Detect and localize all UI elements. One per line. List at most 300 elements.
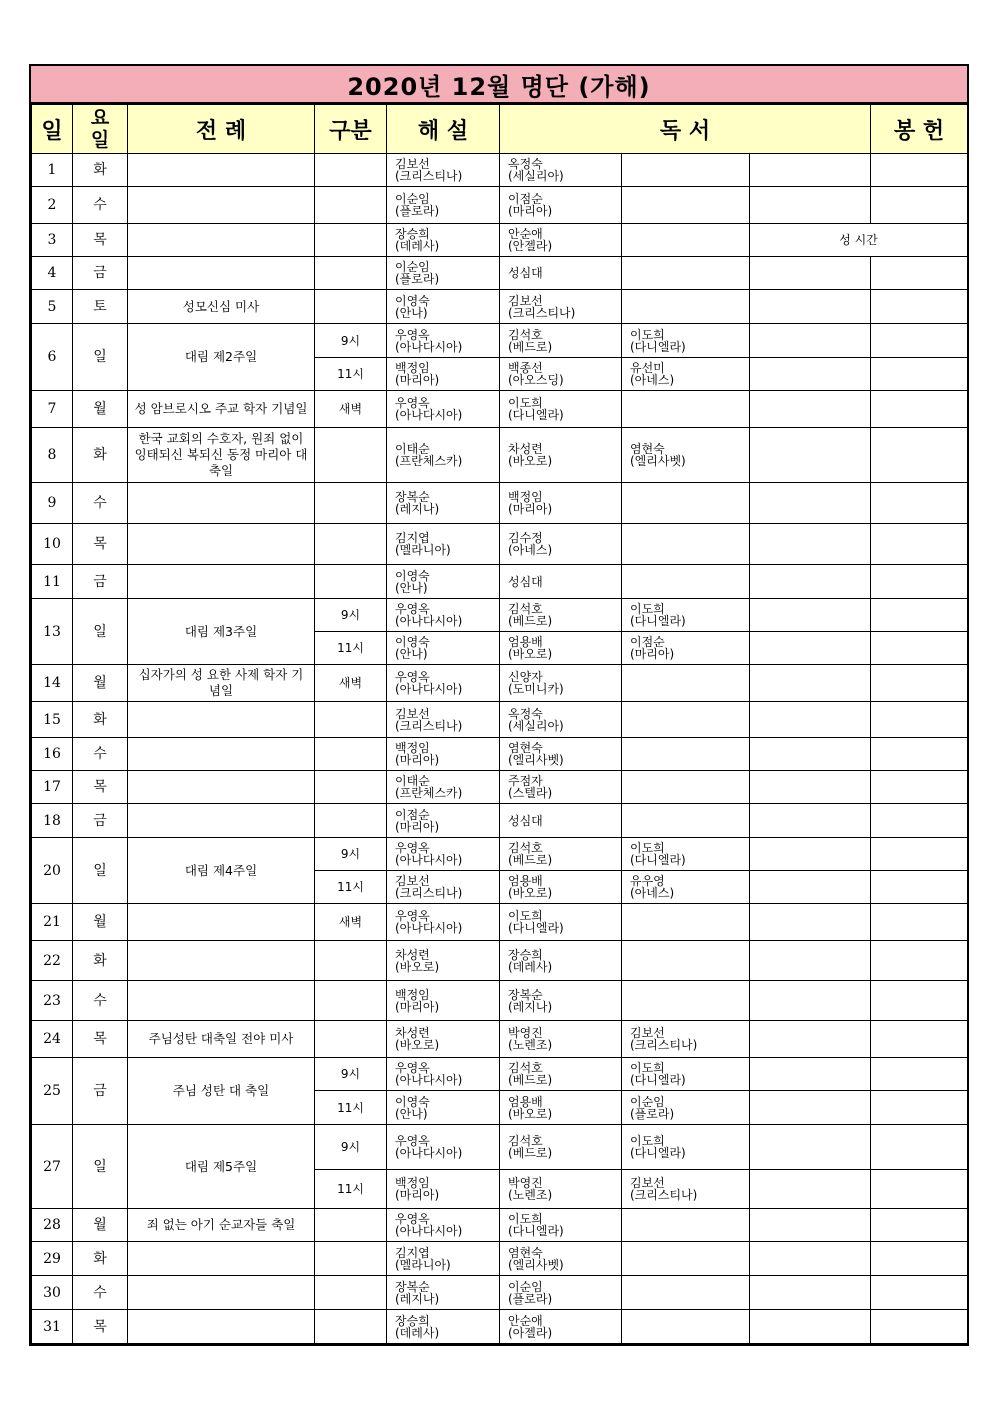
reader-2: [622, 391, 750, 428]
reader-1: 김석호 (베드로): [500, 1125, 622, 1170]
reader-1: 염현숙 (엘리사벳): [500, 738, 622, 771]
reader-2: [622, 738, 750, 771]
day-number: 20: [32, 838, 73, 904]
reader-2: [622, 524, 750, 565]
offering: [871, 358, 968, 391]
commentator: 이태순 (프란체스카): [387, 428, 500, 483]
header-offering: 봉 헌: [871, 105, 968, 154]
day-number: 11: [32, 565, 73, 599]
mass-time: 9시: [315, 599, 387, 632]
liturgy-name: [128, 224, 315, 257]
day-number: 6: [32, 324, 73, 391]
reader-3: [750, 1310, 871, 1344]
reader-1: 이점순 (마리아): [500, 187, 622, 224]
commentator: 우영옥 (아나다시아): [387, 1209, 500, 1242]
liturgy-name: [128, 524, 315, 565]
table-row: [32, 665, 968, 702]
offering: [871, 1242, 968, 1276]
table-row: [32, 428, 968, 483]
reader-2: [622, 1242, 750, 1276]
day-number: 28: [32, 1209, 73, 1242]
mass-time: [315, 483, 387, 524]
offering: [871, 1021, 968, 1058]
mass-time: [315, 981, 387, 1021]
reader-1: 이도희 (다니엘라): [500, 904, 622, 941]
liturgy-name: 성 암브로시오 주교 학자 기념일: [128, 391, 315, 428]
offering: [871, 1058, 968, 1091]
table-row: [32, 257, 968, 290]
reader-1: 엄용배 (바오로): [500, 1091, 622, 1125]
commentator: 백정임 (마리아): [387, 981, 500, 1021]
offering: [871, 1209, 968, 1242]
day-number: 13: [32, 599, 73, 665]
commentator: 김보선 (크리스티나): [387, 154, 500, 187]
weekday: 일: [73, 1125, 128, 1209]
reader-1: 이도희 (다니엘라): [500, 1209, 622, 1242]
reader-1: 김보선 (크리스티나): [500, 290, 622, 324]
reader-3: [750, 665, 871, 702]
commentator: 김지엽 (멜라니아): [387, 524, 500, 565]
table-row: [32, 941, 968, 981]
reader-3: [750, 187, 871, 224]
reader-2: [622, 483, 750, 524]
reader-2: 김보선 (크리스티나): [622, 1170, 750, 1209]
reader-3: [750, 358, 871, 391]
offering: [871, 1310, 968, 1344]
weekday: 금: [73, 565, 128, 599]
offering: [871, 1125, 968, 1170]
reader-2: [622, 1209, 750, 1242]
liturgy-name: 대림 제5주일: [128, 1125, 315, 1209]
weekday: 토: [73, 290, 128, 324]
commentator: 장복순 (레지나): [387, 483, 500, 524]
reader-1: 주점자 (스텔라): [500, 771, 622, 804]
reader-2: 유우영 (아네스): [622, 871, 750, 904]
reader-1: 차성련 (바오로): [500, 428, 622, 483]
mass-time: [315, 738, 387, 771]
mass-time: [315, 224, 387, 257]
reader-1: 백정임 (마리아): [500, 483, 622, 524]
mass-time: [315, 771, 387, 804]
mass-time: [315, 702, 387, 738]
reader-3: [750, 904, 871, 941]
table-row: [32, 702, 968, 738]
table-row: [32, 187, 968, 224]
offering: [871, 428, 968, 483]
reader-3: [750, 524, 871, 565]
commentator: 이영숙 (안나): [387, 565, 500, 599]
weekday: 화: [73, 154, 128, 187]
commentator: 우영옥 (아나다시아): [387, 324, 500, 358]
table-row: [32, 1058, 968, 1091]
offering: [871, 804, 968, 838]
offering: [871, 1276, 968, 1310]
offering: [871, 1091, 968, 1125]
reader-2: 이도희 (다니엘라): [622, 599, 750, 632]
liturgy-name: [128, 483, 315, 524]
header-day: 일: [32, 105, 73, 154]
reader-1: 박영진 (노렌조): [500, 1170, 622, 1209]
reader-2: 이점순 (마리아): [622, 632, 750, 665]
commentator: 이순임 (플로라): [387, 257, 500, 290]
commentator: 우영옥 (아나다시아): [387, 904, 500, 941]
mass-time: 11시: [315, 1170, 387, 1209]
reader-1: 장승희 (데레사): [500, 941, 622, 981]
roster-sheet: [29, 64, 969, 1346]
liturgy-name: [128, 1310, 315, 1344]
table-row: [32, 1125, 968, 1170]
weekday: 화: [73, 702, 128, 738]
reader-2: 염현숙 (엘리사벳): [622, 428, 750, 483]
table-row: [32, 838, 968, 871]
reader-2: 이순임 (플로라): [622, 1091, 750, 1125]
table-row: [32, 224, 968, 257]
reader-1: 장복순 (레지나): [500, 981, 622, 1021]
reader-1: 이순임 (플로라): [500, 1276, 622, 1310]
reader-3: [750, 981, 871, 1021]
commentator: 차성련 (바오로): [387, 941, 500, 981]
reader-2: [622, 187, 750, 224]
table-row: [32, 771, 968, 804]
liturgy-name: 주님성탄 대축일 전야 미사: [128, 1021, 315, 1058]
reader-3: [750, 599, 871, 632]
reader-2: [622, 804, 750, 838]
liturgy-name: [128, 565, 315, 599]
offering: [871, 738, 968, 771]
table-row: [32, 154, 968, 187]
weekday: 수: [73, 981, 128, 1021]
mass-time: 9시: [315, 838, 387, 871]
reader-1: 옥정숙 (세실리아): [500, 154, 622, 187]
liturgy-name: 대림 제3주일: [128, 599, 315, 665]
commentator: 우영옥 (아나다시아): [387, 599, 500, 632]
reader-1: 김석호 (베드로): [500, 838, 622, 871]
weekday: 수: [73, 483, 128, 524]
reader-2: [622, 904, 750, 941]
reader-3: [750, 565, 871, 599]
day-number: 22: [32, 941, 73, 981]
liturgy-name: [128, 1276, 315, 1310]
day-number: 1: [32, 154, 73, 187]
mass-time: [315, 941, 387, 981]
reader-1: 안순애 (안젤라): [500, 224, 622, 257]
liturgy-name: 주님 성탄 대 축일: [128, 1058, 315, 1125]
reader-1: 김석호 (베드로): [500, 324, 622, 358]
reader-2: 이도희 (다니엘라): [622, 1125, 750, 1170]
commentator: 우영옥 (아나다시아): [387, 391, 500, 428]
header-liturgy: 전 례: [128, 105, 315, 154]
table-row: [32, 1276, 968, 1310]
weekday: 월: [73, 1209, 128, 1242]
reader-3: [750, 1276, 871, 1310]
liturgy-name: [128, 1242, 315, 1276]
reader-3: [750, 391, 871, 428]
reader-2: [622, 941, 750, 981]
day-number: 24: [32, 1021, 73, 1058]
reader-2: 유선미 (아네스): [622, 358, 750, 391]
reader-1: 백종선 (아오스딩): [500, 358, 622, 391]
reader-3: [750, 290, 871, 324]
weekday: 월: [73, 391, 128, 428]
reader-3: [750, 1058, 871, 1091]
commentator: 이영숙 (안나): [387, 290, 500, 324]
commentator: 이영숙 (안나): [387, 632, 500, 665]
weekday: 금: [73, 257, 128, 290]
weekday: 금: [73, 804, 128, 838]
offering: [871, 391, 968, 428]
page-title: 2020년 12월 명단 (가해): [31, 66, 967, 104]
table-row: [32, 524, 968, 565]
table-row: [32, 1209, 968, 1242]
mass-time: [315, 804, 387, 838]
mass-time: [315, 290, 387, 324]
reader-3: [750, 804, 871, 838]
liturgy-name: [128, 804, 315, 838]
reader-2: 이도희 (다니엘라): [622, 324, 750, 358]
mass-time: [315, 187, 387, 224]
header-reading: 독 서: [500, 105, 871, 154]
offering: [871, 665, 968, 702]
commentator: 김보선 (크리스티나): [387, 871, 500, 904]
liturgy-name: [128, 771, 315, 804]
day-number: 4: [32, 257, 73, 290]
day-number: 31: [32, 1310, 73, 1344]
offering: [871, 599, 968, 632]
day-number: 7: [32, 391, 73, 428]
liturgy-name: 성모신심 미사: [128, 290, 315, 324]
liturgy-name: [128, 702, 315, 738]
liturgy-name: [128, 738, 315, 771]
reader-1: 김석호 (베드로): [500, 1058, 622, 1091]
commentator: 우영옥 (아나다시아): [387, 665, 500, 702]
mass-time: 9시: [315, 1058, 387, 1091]
table-row: [32, 324, 968, 358]
offering: [871, 904, 968, 941]
liturgy-name: [128, 257, 315, 290]
offering: [871, 1170, 968, 1209]
reader-1: 김석호 (베드로): [500, 599, 622, 632]
reader-3: [750, 871, 871, 904]
mass-time: 새벽: [315, 904, 387, 941]
reader-3: [750, 1091, 871, 1125]
commentator: 백정임 (마리아): [387, 738, 500, 771]
reader-1: 염현숙 (엘리사벳): [500, 1242, 622, 1276]
reader-1: 이도희 (다니엘라): [500, 391, 622, 428]
offering: [871, 324, 968, 358]
commentator: 김지엽 (멜라니아): [387, 1242, 500, 1276]
mass-time: [315, 565, 387, 599]
table-row: [32, 1021, 968, 1058]
weekday: 화: [73, 1242, 128, 1276]
reader-3: [750, 702, 871, 738]
offering: [871, 565, 968, 599]
weekday: 월: [73, 665, 128, 702]
table-row: [32, 391, 968, 428]
weekday: 일: [73, 838, 128, 904]
mass-time: 새벽: [315, 665, 387, 702]
commentator: 이순임 (플로라): [387, 187, 500, 224]
offering: [871, 524, 968, 565]
header-commentary: 해 설: [387, 105, 500, 154]
offering: [871, 257, 968, 290]
weekday: 수: [73, 738, 128, 771]
reader-1: 안순애 (아젤라): [500, 1310, 622, 1344]
day-number: 5: [32, 290, 73, 324]
offering: [871, 187, 968, 224]
reader-2: [622, 154, 750, 187]
table-row: [32, 804, 968, 838]
table-row: [32, 904, 968, 941]
mass-time: [315, 428, 387, 483]
reader-2: [622, 257, 750, 290]
reader-1: 성심대: [500, 804, 622, 838]
reader-3: [750, 1021, 871, 1058]
commentator: 이영숙 (안나): [387, 1091, 500, 1125]
reader-2: [622, 290, 750, 324]
weekday: 수: [73, 1276, 128, 1310]
offering: [871, 632, 968, 665]
commentator: 차성련 (바오로): [387, 1021, 500, 1058]
table-row: [32, 599, 968, 632]
roster-table: [31, 104, 968, 1344]
reader-3: [750, 1125, 871, 1170]
reader-3: [750, 257, 871, 290]
header-gubun: 구분: [315, 105, 387, 154]
commentator: 백정임 (마리아): [387, 1170, 500, 1209]
table-row: [32, 1242, 968, 1276]
day-number: 8: [32, 428, 73, 483]
commentator: 우영옥 (아나다시아): [387, 838, 500, 871]
reader-1: 박영진 (노렌조): [500, 1021, 622, 1058]
mass-time: 9시: [315, 1125, 387, 1170]
day-number: 17: [32, 771, 73, 804]
weekday: 월: [73, 904, 128, 941]
day-number: 14: [32, 665, 73, 702]
mass-time: 11시: [315, 1091, 387, 1125]
mass-time: [315, 257, 387, 290]
commentator: 장승희 (데레사): [387, 1310, 500, 1344]
liturgy-name: 대림 제2주일: [128, 324, 315, 391]
reader-2: [622, 1310, 750, 1344]
reader-2: [622, 665, 750, 702]
reader-2: 김보선 (크리스티나): [622, 1021, 750, 1058]
day-number: 15: [32, 702, 73, 738]
liturgy-name: 죄 없는 아기 순교자들 축일: [128, 1209, 315, 1242]
mass-time: 11시: [315, 871, 387, 904]
mass-time: [315, 1310, 387, 1344]
reader-3: [750, 1209, 871, 1242]
weekday: 화: [73, 428, 128, 483]
offering: [871, 871, 968, 904]
mass-time: 11시: [315, 632, 387, 665]
weekday: 목: [73, 1021, 128, 1058]
reader-3: [750, 1170, 871, 1209]
commentator: 백정임 (마리아): [387, 358, 500, 391]
commentator: 장복순 (레지나): [387, 1276, 500, 1310]
day-number: 23: [32, 981, 73, 1021]
mass-time: 11시: [315, 358, 387, 391]
day-number: 25: [32, 1058, 73, 1125]
table-row: [32, 565, 968, 599]
reader-3: [750, 738, 871, 771]
table-row: [32, 981, 968, 1021]
header-weekday: 요 일: [73, 105, 128, 154]
liturgy-name: 한국 교회의 수호자, 원죄 없이 잉태되신 복되신 동정 마리아 대축일: [128, 428, 315, 483]
day-number: 18: [32, 804, 73, 838]
commentator: 우영옥 (아나다시아): [387, 1125, 500, 1170]
weekday: 목: [73, 524, 128, 565]
roster-body: [32, 154, 968, 1344]
mass-time: 새벽: [315, 391, 387, 428]
reader-3: [750, 632, 871, 665]
reader-2: 이도희 (다니엘라): [622, 838, 750, 871]
commentator: 우영옥 (아나다시아): [387, 1058, 500, 1091]
weekday: 목: [73, 224, 128, 257]
weekday: 목: [73, 1310, 128, 1344]
day-number: 21: [32, 904, 73, 941]
reader-1: 성심대: [500, 565, 622, 599]
day-number: 9: [32, 483, 73, 524]
day-number: 29: [32, 1242, 73, 1276]
offering: [871, 483, 968, 524]
day-number: 2: [32, 187, 73, 224]
liturgy-name: [128, 187, 315, 224]
reader-3: [750, 771, 871, 804]
reader-3: [750, 941, 871, 981]
reader-2: [622, 981, 750, 1021]
day-number: 10: [32, 524, 73, 565]
reader-2: [622, 224, 750, 257]
reader-1: 신양자 (도미니카): [500, 665, 622, 702]
reader-2: [622, 702, 750, 738]
offering: [871, 154, 968, 187]
offering: [871, 771, 968, 804]
reader-2: [622, 1276, 750, 1310]
reader-1: 옥정숙 (세실리아): [500, 702, 622, 738]
mass-time: [315, 1209, 387, 1242]
weekday: 일: [73, 324, 128, 391]
reader-1: 엄용배 (바오로): [500, 871, 622, 904]
offering: [871, 702, 968, 738]
mass-time: [315, 1276, 387, 1310]
mass-time: [315, 154, 387, 187]
reader-1: 엄용배 (바오로): [500, 632, 622, 665]
weekday: 목: [73, 771, 128, 804]
weekday: 금: [73, 1058, 128, 1125]
table-row: [32, 483, 968, 524]
commentator: 김보선 (크리스티나): [387, 702, 500, 738]
weekday: 화: [73, 941, 128, 981]
table-row: [32, 290, 968, 324]
reader-1: 김수정 (아네스): [500, 524, 622, 565]
mass-time: [315, 1242, 387, 1276]
liturgy-name: 대림 제4주일: [128, 838, 315, 904]
table-row: [32, 738, 968, 771]
commentator: 이태순 (프란체스카): [387, 771, 500, 804]
offering: 성 시간: [750, 224, 968, 257]
liturgy-name: 십자가의 성 요한 사제 학자 기념일: [128, 665, 315, 702]
reader-2: 이도희 (다니엘라): [622, 1058, 750, 1091]
reader-2: [622, 565, 750, 599]
weekday: 수: [73, 187, 128, 224]
reader-3: [750, 483, 871, 524]
liturgy-name: [128, 154, 315, 187]
reader-3: [750, 428, 871, 483]
liturgy-name: [128, 941, 315, 981]
liturgy-name: [128, 904, 315, 941]
reader-3: [750, 324, 871, 358]
commentator: 장승희 (데레사): [387, 224, 500, 257]
